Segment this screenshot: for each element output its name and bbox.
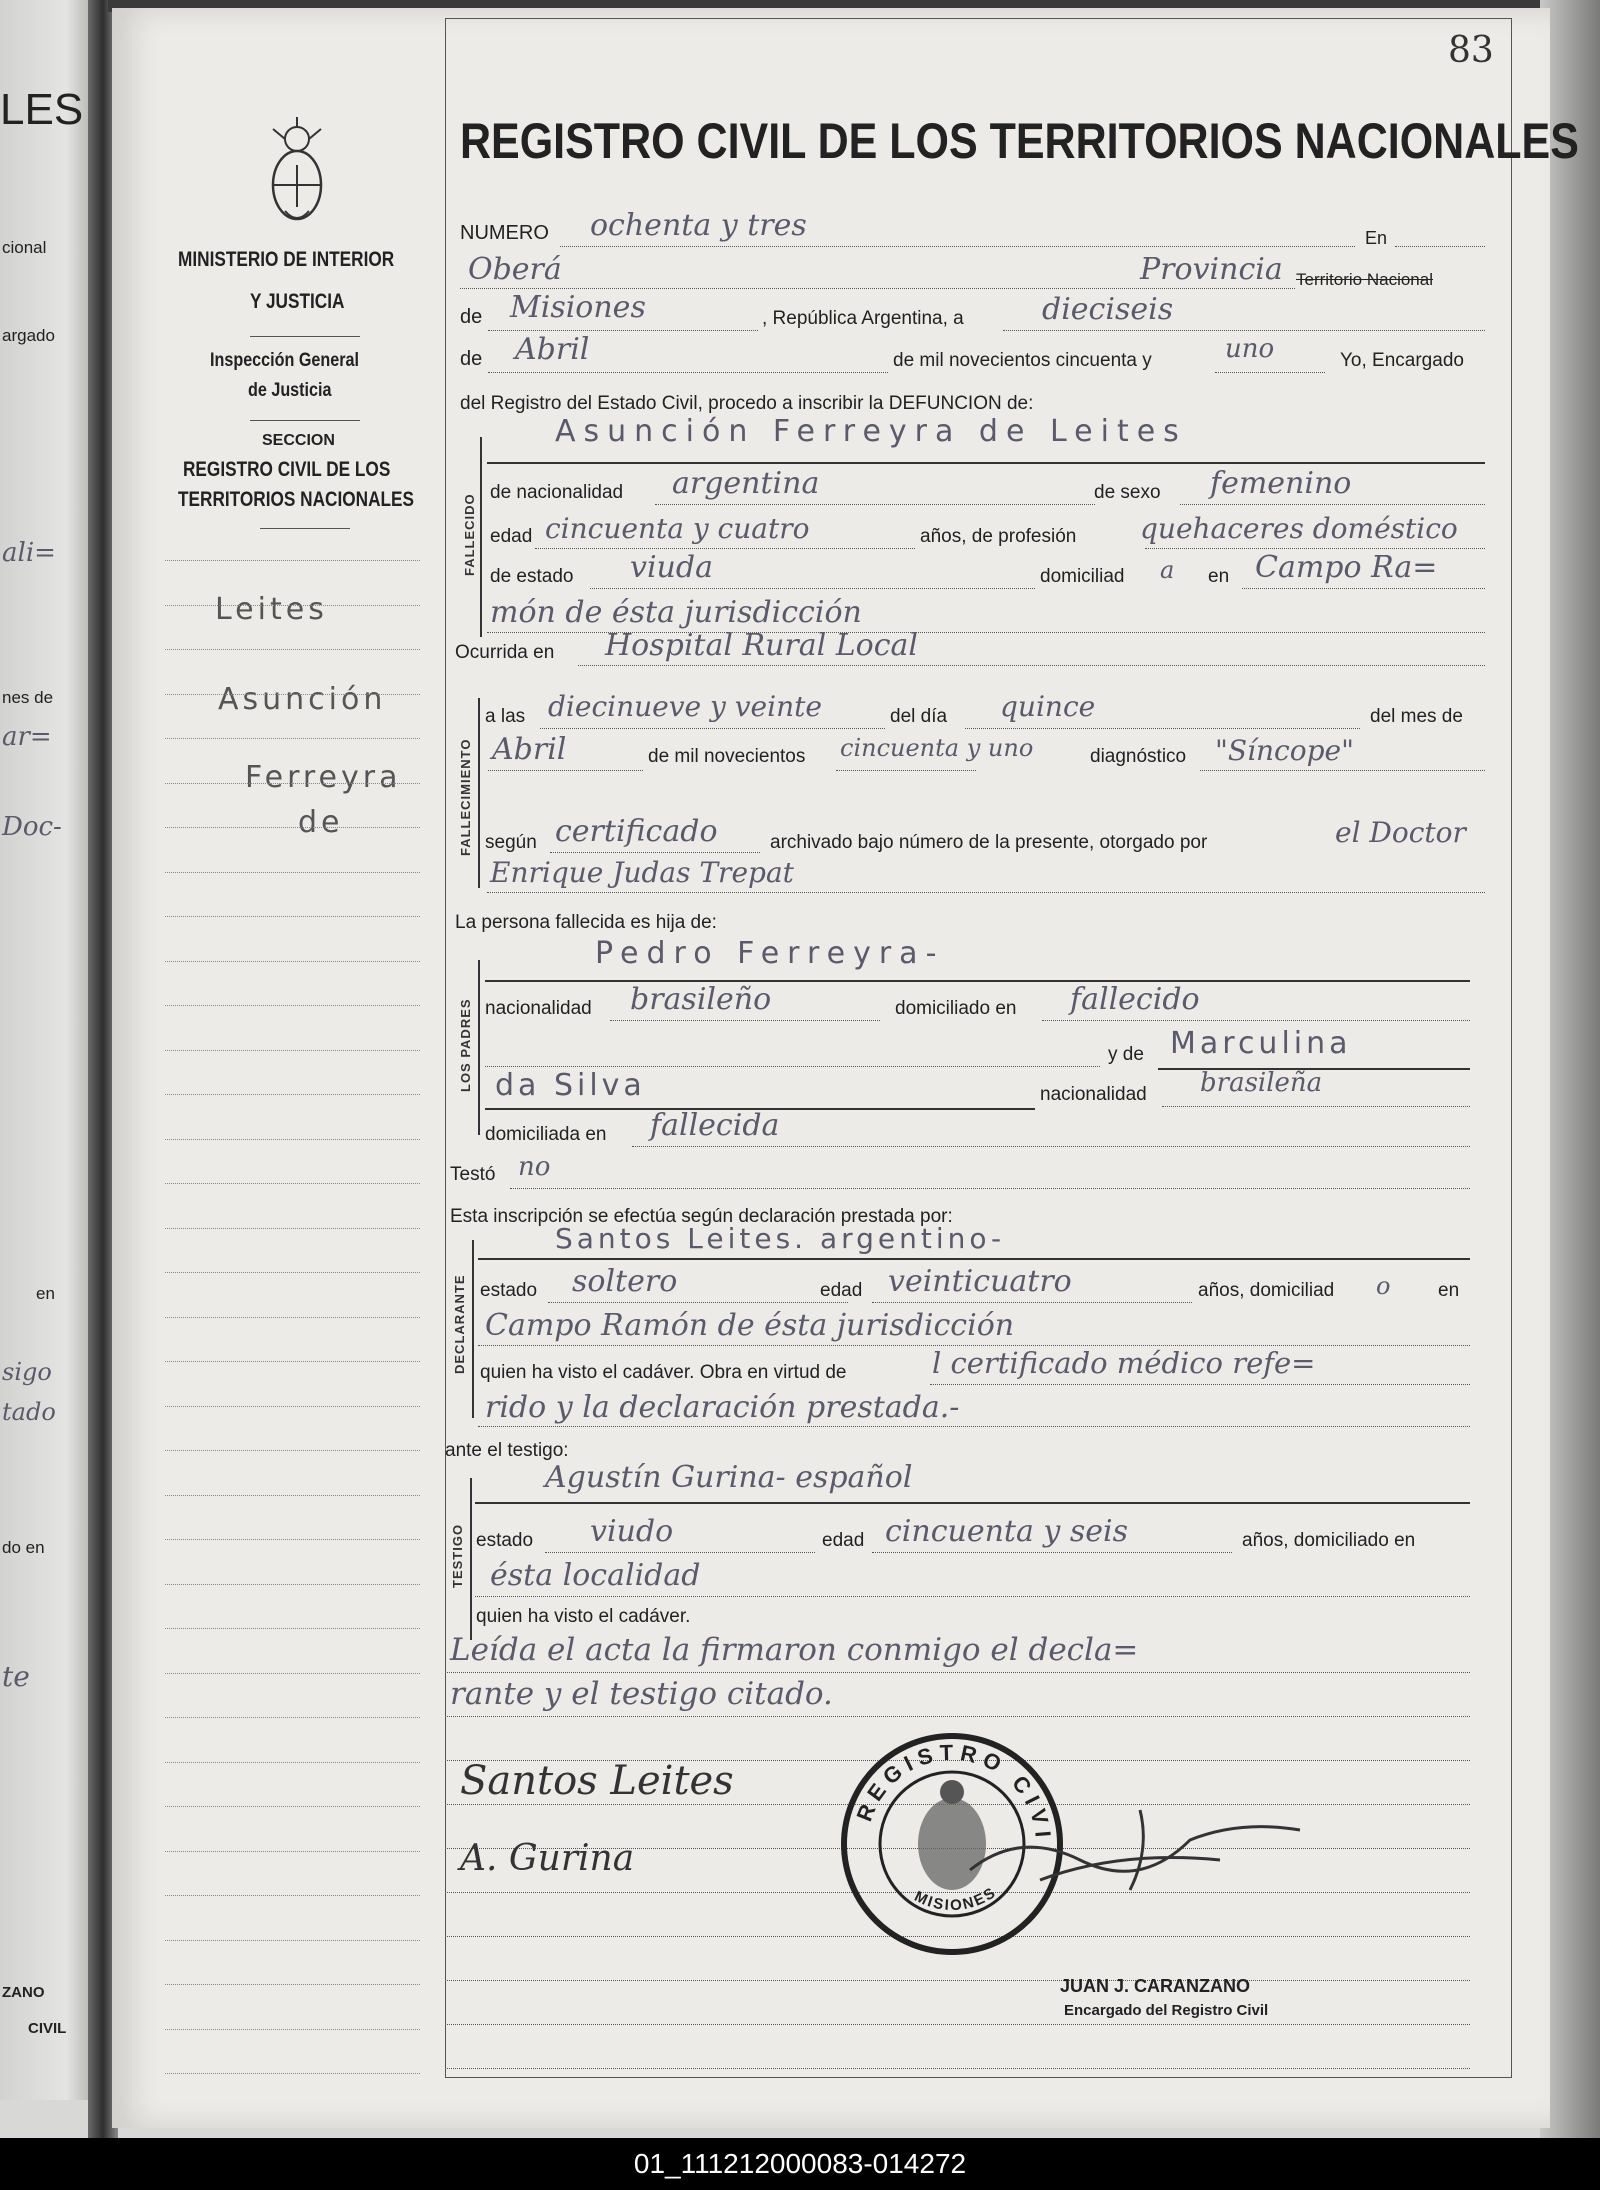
value-edad: cincuenta y cuatro	[545, 512, 810, 545]
value-edad-t: cincuenta y seis	[885, 1514, 1129, 1549]
label-deldia: del día	[890, 706, 948, 727]
divider	[250, 336, 360, 337]
value-cert: certificado	[555, 814, 718, 849]
ruled-line	[165, 1361, 420, 1362]
inspection-label: Inspección General	[210, 350, 360, 371]
value-diaf: quince	[1000, 690, 1096, 723]
field-line	[445, 1716, 1470, 1717]
section-label-padres: LOS PADRES	[458, 998, 473, 1092]
ruled-line	[445, 2068, 1470, 2069]
value-dom-p: fallecido	[1070, 982, 1200, 1017]
field-line	[487, 462, 1485, 464]
field-line	[872, 1302, 1192, 1303]
value-anio: uno	[1225, 334, 1275, 364]
left-fragment: ZANO	[2, 1984, 45, 2001]
value-estado: viuda	[630, 550, 713, 585]
label-en: En	[1365, 228, 1388, 248]
value-nacionalidad: argentina	[672, 466, 820, 501]
value-leida-2: rante y el testigo citado.	[450, 1676, 833, 1712]
ruled-line	[165, 1495, 420, 1496]
label-ocurrida: Ocurrida en	[455, 642, 555, 663]
value-edad-d: veinticuatro	[888, 1264, 1072, 1299]
ruled-line	[165, 827, 420, 828]
label-anos: años, de profesión	[920, 526, 1077, 547]
ruled-line	[165, 916, 420, 917]
ruled-line	[165, 1584, 420, 1585]
label-diag: diagnóstico	[1090, 746, 1187, 767]
field-line	[510, 1188, 1470, 1189]
previous-page-edge	[0, 0, 95, 2100]
value-obra: l certificado médico refe=	[932, 1346, 1316, 1380]
ruled-line	[165, 1406, 420, 1407]
left-fragment: Doc-	[2, 812, 62, 842]
margin-name: Asunción	[218, 682, 387, 717]
officer-role: Encargado del Registro Civil	[1064, 2002, 1269, 2019]
label-republica: , República Argentina, a	[762, 308, 964, 329]
label-estado-d: estado	[480, 1280, 538, 1301]
label-hija: La persona fallecida es hija de:	[455, 912, 717, 933]
field-line	[488, 330, 758, 331]
value-domicilio-2: món de ésta jurisdicción	[490, 595, 862, 630]
ruled-line	[165, 1050, 420, 1051]
value-testo: no	[518, 1152, 551, 1182]
value-sexo: femenino	[1210, 466, 1352, 501]
label-sexo: de sexo	[1094, 482, 1161, 503]
label-numero: NUMERO	[460, 222, 549, 244]
left-fragment: te	[2, 1660, 30, 1693]
signature-declarante: Santos Leites	[460, 1758, 734, 1804]
field-line	[965, 728, 1360, 729]
label-edad: edad	[490, 526, 533, 547]
label-estado: de estado	[490, 566, 574, 587]
label-testo: Testó	[450, 1164, 496, 1185]
field-line	[578, 665, 1485, 666]
ruled-line	[165, 1851, 420, 1852]
officer-signature	[960, 1790, 1320, 1910]
page-number: 83	[1448, 30, 1494, 71]
field-line	[560, 246, 1355, 247]
section-label-testigo: TESTIGO	[450, 1523, 465, 1588]
ministry-label-2: Y JUSTICIA	[250, 290, 345, 313]
label-en-d: en	[1438, 1280, 1460, 1301]
field-line	[475, 1502, 1470, 1504]
field-line	[1042, 1020, 1470, 1021]
ruled-line	[165, 649, 420, 650]
left-fragment: LES	[0, 85, 84, 134]
field-line	[1395, 246, 1485, 247]
left-fragment: nes de	[2, 688, 54, 707]
ruled-line	[165, 961, 420, 962]
divider	[260, 528, 350, 529]
value-territorio: Misiones	[510, 290, 646, 325]
value-padre: Pedro Ferreyra-	[595, 936, 945, 971]
value-testigo: Agustín Gurina- español	[545, 1460, 913, 1495]
inspection-label-2: de Justicia	[248, 380, 332, 401]
value-declarante: Santos Leites. argentino-	[555, 1222, 1006, 1255]
field-line	[1215, 372, 1325, 373]
label-de: de	[460, 306, 483, 328]
value-madre: Marculina	[1170, 1026, 1352, 1061]
value-aniof: cincuenta y uno	[840, 734, 1034, 762]
ruled-line	[165, 694, 420, 695]
label-nac-p: nacionalidad	[485, 998, 592, 1019]
value-dia: dieciseis	[1042, 292, 1174, 327]
label-nacionalidad: de nacionalidad	[490, 482, 624, 503]
registry-label-2: TERRITORIOS NACIONALES	[178, 488, 414, 511]
label-visto-t: quien ha visto el cadáver.	[476, 1606, 691, 1627]
field-line	[488, 770, 643, 771]
ruled-line	[165, 1005, 420, 1006]
field-line	[445, 1672, 1470, 1673]
field-line	[836, 770, 976, 771]
left-fragment: cional	[2, 238, 47, 257]
value-estado-t: viudo	[590, 1514, 674, 1549]
section-label-declarante: DECLARANTE	[452, 1274, 467, 1374]
label-dom-p: domiciliado en	[895, 998, 1017, 1019]
value-lugar: Oberá	[468, 252, 562, 287]
left-fragment: ali=	[2, 538, 56, 568]
ruled-line	[165, 1183, 420, 1184]
field-line	[1180, 504, 1485, 505]
ruled-line	[165, 605, 420, 606]
field-line	[475, 1596, 1470, 1597]
field-line	[488, 372, 888, 373]
label-dom-m: domiciliada en	[485, 1124, 607, 1145]
ruled-line	[165, 1539, 420, 1540]
field-line	[655, 504, 1095, 505]
value-fallecido: Asunción Ferreyra de Leites	[555, 414, 1187, 449]
label-yo: Yo, Encargado	[1340, 350, 1464, 371]
label-estado-t: estado	[476, 1530, 534, 1551]
ministry-label: MINISTERIO DE INTERIOR	[178, 248, 395, 271]
ruled-line	[165, 1940, 420, 1941]
coat-of-arms-icon	[265, 115, 329, 229]
bracket	[470, 1478, 472, 1640]
ruled-line	[165, 1717, 420, 1718]
field-line	[460, 288, 1295, 289]
ruled-line	[165, 1094, 420, 1095]
ruled-line	[165, 738, 420, 739]
label-visto: quien ha visto el cadáver. Obra en virtud de	[480, 1362, 847, 1383]
field-line	[1162, 1106, 1470, 1107]
label-archivado: archivado bajo número de la presente, otorgado por	[770, 832, 1208, 853]
value-domicilio: Campo Ra=	[1255, 550, 1438, 585]
left-fragment: ar=	[2, 722, 52, 752]
ruled-line	[165, 1317, 420, 1318]
label-en-2: en	[1208, 566, 1230, 587]
ruled-line	[165, 1984, 420, 1985]
left-fragment: argado	[2, 326, 55, 345]
left-fragment: en	[36, 1284, 55, 1303]
value-diag: "Síncope"	[1215, 734, 1354, 767]
left-fragment: do en	[2, 1538, 45, 1557]
field-line	[930, 1384, 1470, 1385]
value-domsuf: a	[1160, 556, 1175, 584]
label-domiciliad: domiciliad	[1040, 566, 1125, 587]
section-label-fallecido: FALLECIDO	[462, 493, 477, 576]
signature-testigo: A. Gurina	[460, 1838, 635, 1879]
value-domsuf-d: o	[1376, 1272, 1391, 1300]
stamp-bottom-text: MISIONES	[911, 1883, 1000, 1915]
margin-name: Leites	[215, 592, 328, 627]
field-line	[1003, 330, 1485, 331]
ruled-line	[165, 1806, 420, 1807]
field-line	[1145, 548, 1485, 549]
field-line	[1200, 770, 1485, 771]
label-inscripcion: Esta inscripción se efectúa según declaración prestada por:	[450, 1206, 953, 1227]
image-caption: 01_111212000083-014272	[0, 2138, 1600, 2190]
bracket	[478, 698, 480, 888]
label-edad-d: edad	[820, 1280, 863, 1301]
label-territorio: Territorio Nacional	[1296, 270, 1433, 289]
label-edad-t: edad	[822, 1530, 865, 1551]
field-line	[610, 1020, 880, 1021]
ruled-line	[165, 1673, 420, 1674]
section-label-fallecimiento: FALLECIMIENTO	[458, 738, 473, 856]
label-milf: de mil novecientos	[648, 746, 806, 767]
label-anos-t: años, domiciliado en	[1242, 1530, 1416, 1551]
label-anos-d: años, domiciliad	[1198, 1280, 1335, 1301]
field-line	[487, 892, 1485, 893]
label-nac-m: nacionalidad	[1040, 1084, 1147, 1105]
section-label: SECCION	[262, 432, 335, 449]
value-nac-m: brasileña	[1200, 1068, 1323, 1098]
value-leida: Leída el acta la firmaron conmigo el decla=	[450, 1632, 1139, 1668]
ruled-line	[165, 1628, 420, 1629]
page-title: REGISTRO CIVIL DE LOS TERRITORIOS NACIONALES	[460, 113, 1579, 169]
bracket	[480, 437, 482, 637]
value-provincia: Provincia	[1140, 252, 1283, 287]
value-dom-d: Campo Ramón de ésta jurisdicción	[485, 1308, 1015, 1343]
field-line	[478, 1426, 1470, 1427]
left-fragment: tado	[2, 1398, 56, 1426]
ruled-line	[165, 2029, 420, 2030]
value-obra-2: rido y la declaración prestada.-	[485, 1390, 960, 1425]
field-line	[550, 852, 760, 853]
value-mes: Abril	[515, 332, 590, 367]
field-line	[872, 1552, 1232, 1553]
label-testigo: ante el testigo:	[445, 1440, 569, 1461]
value-profesion: quehaceres doméstico	[1140, 512, 1458, 545]
label-de-2: de	[460, 348, 483, 370]
ruled-line	[165, 783, 420, 784]
ruled-line	[165, 1228, 420, 1229]
officer-name: JUAN J. CARANZANO	[1060, 1976, 1251, 1996]
label-alas: a las	[485, 706, 526, 727]
ruled-line	[165, 1272, 420, 1273]
label-mil: de mil novecientos cincuenta y	[893, 350, 1152, 371]
value-dom-t: ésta localidad	[490, 1558, 701, 1593]
ruled-line	[165, 1895, 420, 1896]
label-yde: y de	[1108, 1044, 1144, 1065]
ruled-line	[165, 560, 420, 561]
field-line	[540, 728, 885, 729]
ruled-line	[165, 1762, 420, 1763]
value-nac-p: brasileño	[630, 982, 772, 1017]
value-mesf: Abril	[492, 732, 567, 767]
margin-name: de	[298, 805, 344, 840]
value-dom-m: fallecida	[650, 1108, 780, 1143]
field-line	[478, 1258, 1470, 1260]
registry-label: REGISTRO CIVIL DE LOS	[183, 458, 391, 481]
ruled-line	[445, 2024, 1470, 2025]
divider	[250, 420, 360, 421]
label-segun: según	[485, 832, 537, 853]
label-delmes: del mes de	[1370, 706, 1463, 727]
ruled-line	[165, 2073, 420, 2074]
ruled-line	[445, 1980, 1470, 1981]
field-line	[545, 1552, 815, 1553]
value-doctor: el Doctor	[1335, 816, 1466, 849]
left-fragment: CIVIL	[28, 2020, 67, 2037]
field-line	[485, 1066, 1100, 1067]
value-estado-d: soltero	[572, 1264, 678, 1299]
value-doctor-2: Enrique Judas Trepat	[490, 856, 794, 889]
field-line	[548, 1302, 848, 1303]
margin-name: Ferreyra	[245, 760, 402, 795]
ruled-line	[165, 872, 420, 873]
field-line	[590, 588, 1035, 589]
field-line	[632, 1146, 1470, 1147]
value-hora: diecinueve y veinte	[548, 690, 822, 723]
field-line	[1242, 588, 1485, 589]
left-fragment: sigo	[2, 1358, 52, 1386]
ruled-line	[165, 1139, 420, 1140]
value-numero: ochenta y tres	[590, 208, 807, 243]
value-ocurrida: Hospital Rural Local	[605, 628, 919, 663]
field-line	[535, 548, 915, 549]
stamp-top-text: REGISTRO CIVI	[851, 1739, 1057, 1845]
bracket	[472, 1240, 474, 1418]
ruled-line	[165, 1450, 420, 1451]
bracket	[478, 960, 480, 1135]
value-madre-2: da Silva	[495, 1068, 646, 1103]
label-registro: del Registro del Estado Civil, procedo a inscribir la DEFUNCION de:	[460, 393, 1034, 414]
